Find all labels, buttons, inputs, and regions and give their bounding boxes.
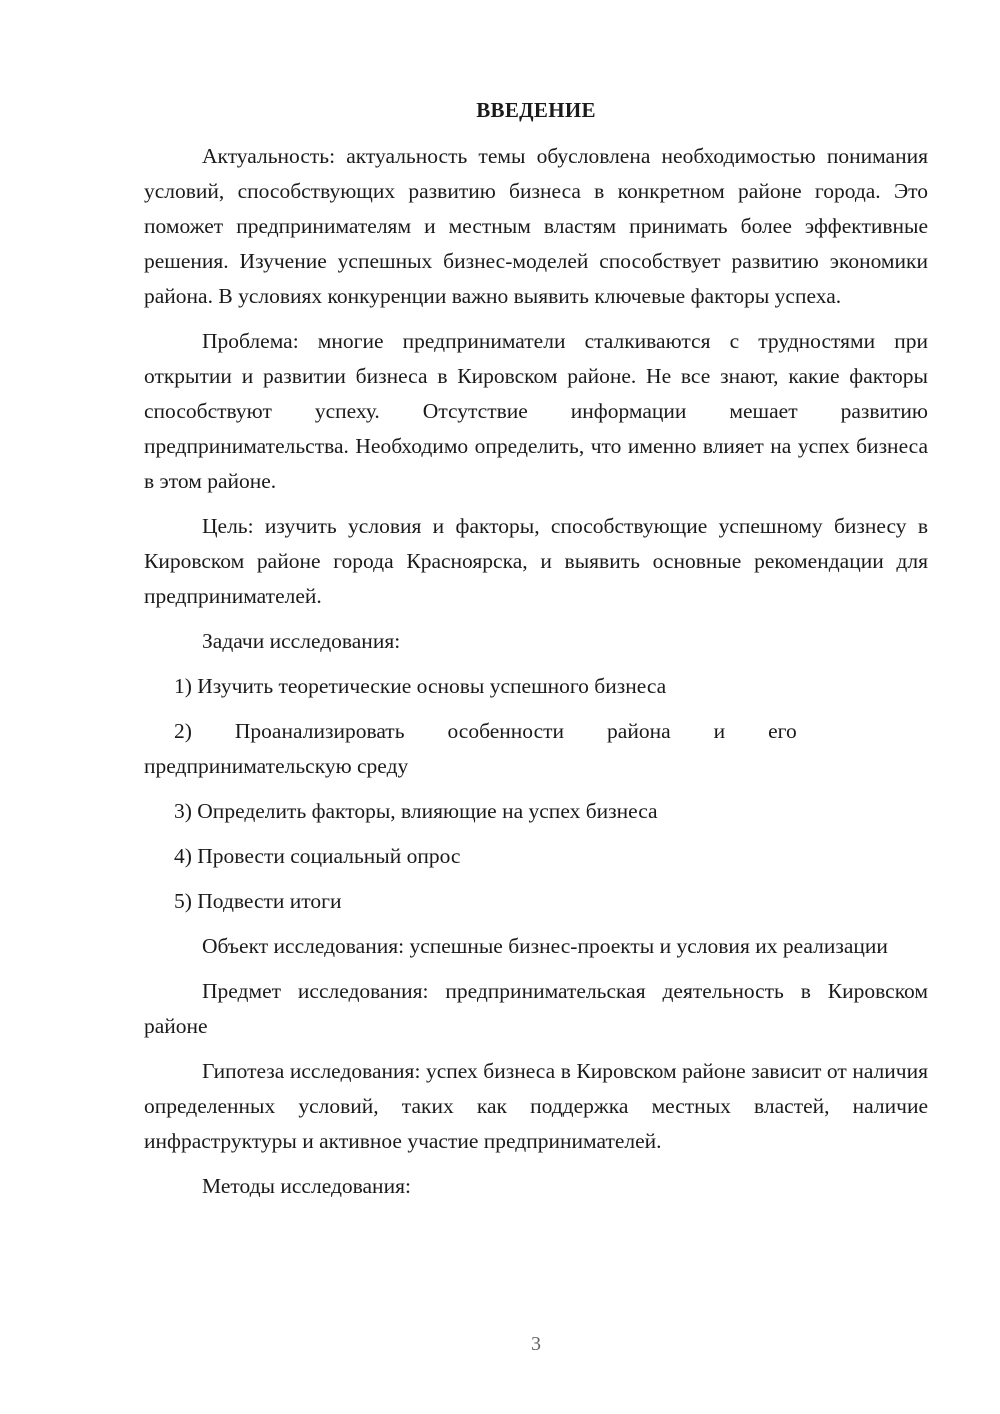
task-item-5: 5) Подвести итоги [174, 889, 342, 913]
task-item-4: 4) Провести социальный опрос [174, 844, 461, 868]
task-item-2: 2) Проанализировать особенности района и его предпринимательскую среду [144, 719, 797, 778]
paragraph-relevance: Актуальность: актуальность темы обусловлена необходимостью понимания условий, способствующих развитию бизнеса в конкретном районе города. Это поможет предпринимателям и местным властям принимать более эффективные решения. Изучение успешных бизнес-моделей способствует развитию экономики района. В условиях конкуренции важно выявить ключевые факторы успеха. [144, 144, 928, 308]
paragraph-subject: Предмет исследования: предпринимательская деятельность в Кировском районе [144, 979, 928, 1038]
task-item-1: 1) Изучить теоретические основы успешного бизнеса [174, 674, 667, 698]
paragraph-hypothesis: Гипотеза исследования: успех бизнеса в Кировском районе зависит от наличия определенных условий, таких как поддержка местных властей, наличие инфраструктуры и активное участие предпринимателей. [144, 1059, 928, 1153]
paragraph-tasks-heading: Задачи исследования: [202, 629, 401, 653]
paragraph-problem: Проблема: многие предприниматели сталкиваются с трудностями при открытии и развитии бизнеса в Кировском районе. Не все знают, какие факторы способствуют успеху. Отсутствие информации мешает развитию предпринимательства. Необходимо определить, что именно влияет на успех бизнеса в этом районе. [144, 329, 928, 493]
task-item-3: 3) Определить факторы, влияющие на успех бизнеса [174, 799, 658, 823]
paragraph-object: Объект исследования: успешные бизнес-проекты и условия их реализации [202, 934, 888, 958]
paragraph-goal: Цель: изучить условия и факторы, способствующие успешному бизнесу в Кировском районе города Красноярска, и выявить основные рекомендации для предпринимателей. [144, 514, 928, 608]
page-number: 3 [531, 1333, 541, 1355]
page-title: ВВЕДЕНИЕ [476, 98, 596, 122]
paragraph-methods: Методы исследования: [202, 1174, 411, 1198]
document-page [144, 95, 928, 1214]
